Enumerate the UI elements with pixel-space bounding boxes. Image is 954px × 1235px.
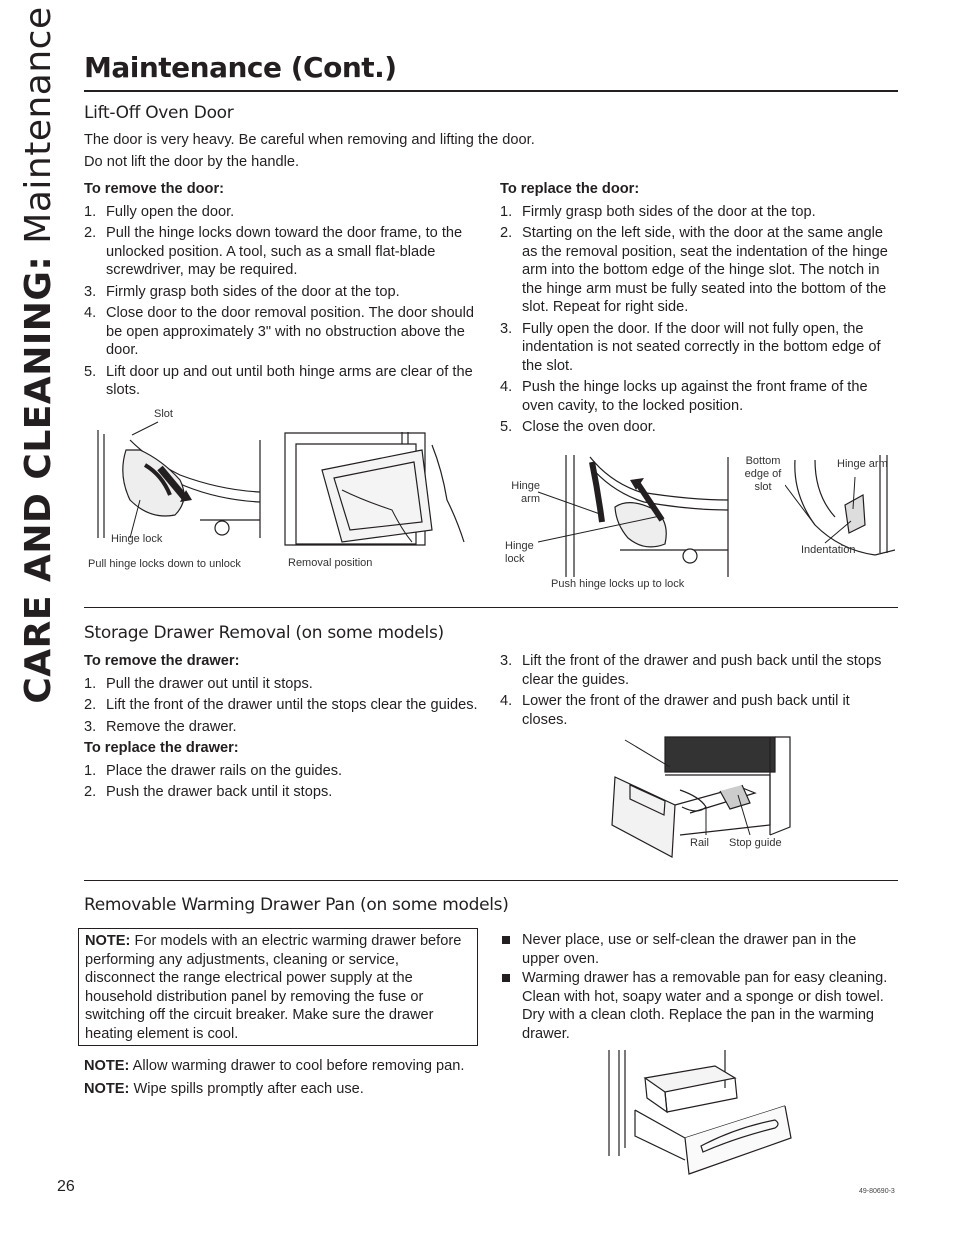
list-item: 2. Push the drawer back until it stops. xyxy=(84,784,333,800)
list-item: 2. Pull the hinge locks down toward the door frame, to the unlocked position. A tool, such as a small flat-blade screwdriver, may be required. xyxy=(84,225,463,278)
pull-caption: Pull hinge locks down to unlock xyxy=(88,558,241,570)
note-label: NOTE: xyxy=(85,933,131,949)
hinge-lock-illustration xyxy=(520,452,730,577)
section-rule-1 xyxy=(84,607,898,608)
list-item: 5. Close the oven door. xyxy=(500,419,656,435)
lift-off-intro xyxy=(84,131,884,175)
warming-bullets xyxy=(500,931,895,1044)
warming-drawer-illustration xyxy=(605,1048,795,1176)
storage-remove-title: To remove the drawer: xyxy=(84,653,240,669)
list-item: 3. Fully open the door. If the door will not fully open, the indentation is not seated correctly in the bottom edge of the slot. xyxy=(500,320,881,374)
hinge-arm-left-label: Hinge arm xyxy=(511,480,540,505)
warming-heading: Removable Warming Drawer Pan (on some models) xyxy=(84,895,509,915)
replace-door-section xyxy=(500,180,900,440)
hinge-unlock-illustration xyxy=(90,420,265,540)
note-text: For models with an electric warming drawer before performing any adjustments, cleaning or service, disconnect the range electrical power supply at the household distribution panel by removing the fuse or switching off the circuit breaker. Make sure the drawer heating element is cool. xyxy=(85,933,462,1042)
note-1: NOTE: Allow warming drawer to cool before removing pan. xyxy=(84,1058,465,1074)
list-item: 3. Lift the front of the drawer and push back until the stops clear the guides. xyxy=(500,653,882,688)
page-title: Maintenance (Cont.) xyxy=(84,51,397,84)
title-rule xyxy=(84,90,898,92)
note-2: NOTE: Wipe spills promptly after each use. xyxy=(84,1080,364,1097)
side-tab-bold: CARE AND CLEANING: xyxy=(17,255,59,704)
list-item: 5. Lift door up and out until both hinge arms are clear of the slots. xyxy=(84,363,473,398)
storage-replace-title: To replace the drawer: xyxy=(84,740,239,756)
side-tab-light: Maintenance xyxy=(17,6,59,256)
indentation-label: Indentation xyxy=(801,544,856,556)
hinge-lock-right-label: Hinge lock xyxy=(505,540,534,565)
list-item: 4. Close door to the door removal position. The door should be open approximately 3" with no obstruction above the door. xyxy=(84,305,475,358)
storage-heading: Storage Drawer Removal (on some models) xyxy=(84,623,444,643)
warming-notes xyxy=(84,1057,494,1102)
hinge-arm-label: Hinge arm xyxy=(837,458,888,470)
list-item: 3. Firmly grasp both sides of the door at the top. xyxy=(84,283,400,300)
hinge-arm-detail-illustration xyxy=(785,455,895,585)
rail-label: Rail xyxy=(690,837,709,849)
list-item: 3. Remove the drawer. xyxy=(84,718,237,735)
remove-door-steps xyxy=(84,203,484,400)
storage-remove-section xyxy=(84,652,484,805)
remove-door-section xyxy=(84,180,484,403)
removal-caption: Removal position xyxy=(288,557,373,569)
section-rule-2 xyxy=(84,880,898,881)
slot-label: Slot xyxy=(154,408,173,420)
list-item: 2. Starting on the left side, with the door at the same angle as the removal position, seat the indentation of the hinge arm into the bottom edge of the hinge slot. The notch in the hinge arm must be fully seated into the bottom of the slot. Repeat for right side. xyxy=(500,225,888,315)
intro-line-2: Do not lift the door by the handle. xyxy=(84,153,299,170)
bottom-edge-label: Bottom edge of slot xyxy=(744,455,782,493)
doc-code: 49-80690-3 xyxy=(859,1188,895,1195)
list-item: 1. Place the drawer rails on the guides. xyxy=(84,762,343,779)
list-item: 1. Pull the drawer out until it stops. xyxy=(84,675,313,692)
remove-door-title: To remove the door: xyxy=(84,181,225,197)
list-item: 4. Push the hinge locks up against the front frame of the oven cavity, to the locked position. xyxy=(500,379,868,414)
side-tab xyxy=(14,6,64,704)
stop-guide-label: Stop guide xyxy=(729,837,782,849)
list-item: 2. Lift the front of the drawer until the stops clear the guides. xyxy=(84,697,478,713)
warming-note-box xyxy=(78,928,478,1046)
storage-right-steps xyxy=(500,652,890,732)
push-caption: Push hinge locks up to lock xyxy=(551,578,685,590)
lift-off-heading: Lift-Off Oven Door xyxy=(84,103,234,123)
hinge-lock-label: Hinge lock xyxy=(111,533,163,545)
page-number: 26 xyxy=(57,1178,75,1195)
list-item: 1. Fully open the door. xyxy=(84,203,235,220)
removal-position-illustration xyxy=(282,430,467,550)
replace-door-title: To replace the door: xyxy=(500,181,640,197)
replace-door-steps xyxy=(500,203,900,437)
list-item: Warming drawer has a removable pan for easy cleaning. Clean with hot, soapy water and a sponge or dish towel. Dry with a clean cloth. Replace the pan in the warming drawer. xyxy=(500,969,895,1043)
list-item: 4. Lower the front of the drawer and push back until it closes. xyxy=(500,693,850,728)
intro-line-1: The door is very heavy. Be careful when removing and lifting the door. xyxy=(84,132,535,148)
list-item: 1. Firmly grasp both sides of the door at the top. xyxy=(500,203,816,220)
list-item: Never place, use or self-clean the drawer pan in the upper oven. xyxy=(500,931,895,968)
